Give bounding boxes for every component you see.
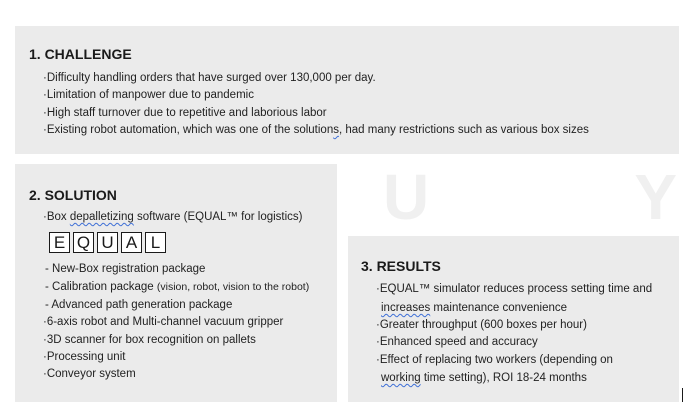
solution-software-pre: ·Box <box>43 211 70 223</box>
solution-item-processing: ·Processing unit <box>43 351 126 363</box>
logo-letter: U <box>97 232 118 253</box>
results-panel <box>348 236 679 402</box>
logo-letter: E <box>49 232 70 253</box>
solution-panel <box>15 164 337 402</box>
result-item-1-cont <box>381 302 567 314</box>
challenge-title: 1. CHALLENGE <box>29 46 132 62</box>
solution-item-scanner: ·3D scanner for box recognition on pallets <box>43 334 256 346</box>
challenge-item-4-rest: , had many restrictions such as various box sizes <box>338 124 589 136</box>
challenge-item-3: ·High staff turnover due to repetitive and laborious labor <box>43 107 327 119</box>
spellcheck-word: increases <box>381 302 431 314</box>
logo-letter: A <box>121 232 142 253</box>
background-watermark <box>345 160 685 232</box>
solution-software-post: software (EQUAL™ for logistics) <box>133 211 303 223</box>
text-cursor <box>682 388 683 402</box>
spellcheck-word: working <box>381 372 421 384</box>
package-new-box: - New-Box registration package <box>45 263 206 275</box>
package-calibration-detail: (vision, robot, vision to the robot) <box>156 281 310 293</box>
result-item-3: ·Enhanced speed and accuracy <box>376 336 538 348</box>
challenge-item-1: ·Difficulty handling orders that have surged over 130,000 per day. <box>43 72 376 84</box>
result-item-1: ·EQUAL™ simulator reduces process setting time and <box>376 283 653 295</box>
result-item-2: ·Greater throughput (600 boxes per hour) <box>376 319 587 331</box>
challenge-item-4-text: ·Existing robot automation, which was one of the solution <box>43 124 334 136</box>
challenge-item-4 <box>43 124 589 136</box>
package-calibration-label: - Calibration package <box>45 281 157 293</box>
equal-logo <box>49 232 169 253</box>
spellcheck-word: depalletizing <box>69 211 134 223</box>
watermark-letter-right: Y <box>634 161 681 232</box>
challenge-panel <box>15 26 679 154</box>
package-path-generation: - Advanced path generation package <box>45 299 233 311</box>
solution-item-robot: ·6-axis robot and Multi-channel vacuum gripper <box>43 316 284 328</box>
solution-title: 2. SOLUTION <box>29 187 117 203</box>
spellcheck-word: s <box>333 124 339 136</box>
result-item-4: ·Effect of replacing two workers (depending on <box>376 354 613 366</box>
result-item-4-cont-text: time setting), ROI 18-24 months <box>420 372 587 384</box>
solution-item-conveyor: ·Conveyor system <box>43 368 136 380</box>
watermark-letter-left: U <box>383 161 434 232</box>
challenge-item-2: ·Limitation of manpower due to pandemic <box>43 89 254 101</box>
logo-letter: Q <box>73 232 94 253</box>
result-item-1-cont-text: maintenance convenience <box>430 302 568 314</box>
results-title: 3. RESULTS <box>361 258 441 274</box>
logo-letter: L <box>145 232 166 253</box>
result-item-4-cont <box>381 372 587 384</box>
package-calibration <box>45 281 309 293</box>
solution-software <box>43 211 303 223</box>
